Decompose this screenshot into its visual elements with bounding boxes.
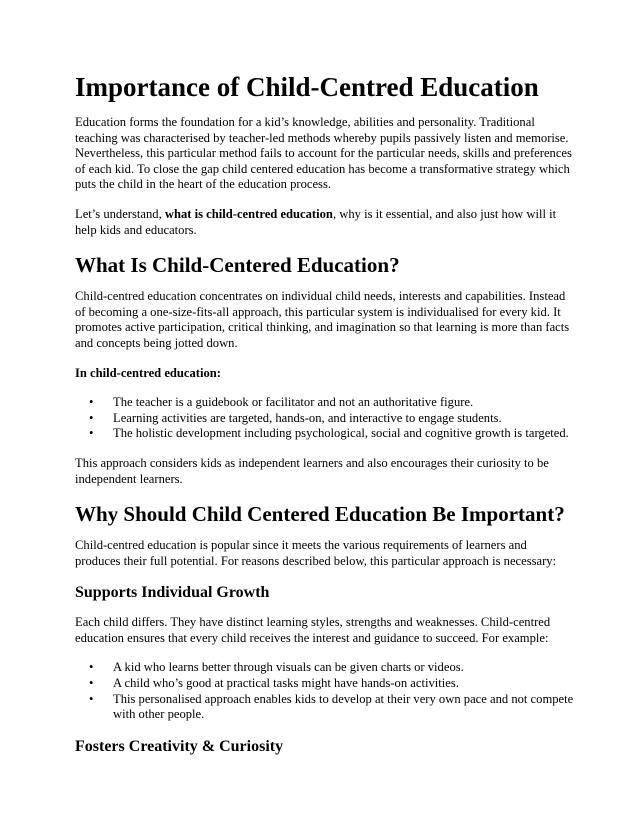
section-what-is-closing: This approach considers kids as independent learners and also encourages their curiosity to be independent learners. (75, 455, 549, 486)
document-title: Importance of Child-Centred Education (75, 72, 539, 102)
subheading-creativity: Fosters Creativity & Curiosity (75, 737, 284, 755)
bullet-icon: • (89, 395, 94, 410)
intro-paragraph: Education forms the foundation for a kid’s knowledge, abilities and personality. Traditional teaching was characterised by teacher-led methods whereby pupils passively listen and memorise. Nevertheless, this particular method fails to account for the particular needs, skills and preferences of each kid. To close the gap child centered education has become a transformative strategy which puts the child in the heart of the education process. (75, 115, 572, 192)
list-item-text: Learning activities are targeted, hands-on, and interactive to engage students. (113, 410, 502, 425)
list-item (89, 410, 575, 427)
bullet-list-characteristics (75, 395, 575, 442)
bullet-icon: • (89, 691, 94, 706)
list-item-text: The teacher is a guidebook or facilitator and not an authoritative figure. (113, 395, 474, 410)
document-page (75, 70, 575, 769)
list-item (89, 660, 575, 676)
list-item-text: This personalised approach enables kids to develop at their very own pace and not compete with other people. (113, 691, 574, 722)
list-item-text: A child who’s good at practical tasks might have hands-on activities. (113, 676, 459, 691)
bullet-icon: • (89, 426, 94, 441)
list-item-text: The holistic development including psychological, social and cognitive growth is targeted. (113, 426, 569, 441)
bullet-icon: • (89, 660, 94, 675)
section-heading-why-important: Why Should Child Centered Education Be Important? (75, 502, 565, 527)
bullet-icon: • (89, 410, 94, 425)
intro-question-paragraph (75, 207, 575, 238)
intro-bold-phrase: what is child-centred education (164, 206, 333, 221)
section-why-paragraph: Child-centred education is popular since it meets the various requirements of learners and produces their full potential. For reasons described below, this particular approach is necessary: (75, 538, 557, 568)
intro-text-after: , why is it essential, and also just how will it help kids and educators. (75, 206, 557, 237)
bullet-icon: • (89, 676, 94, 691)
section-what-is-paragraph: Child-centred education concentrates on individual child needs, interests and capabilities. Instead of becoming a one-size-fits-all approach, this particular system is individualised for every kid. It promotes active participation, critical thinking, and imagination so that learning is more than facts and concepts being jotted down. (75, 289, 570, 350)
individual-growth-paragraph: Each child differs. They have distinct learning styles, strengths and weaknesses. Child-centred education ensures that every child receives the interest and guidance to succeed. For example: (75, 615, 551, 645)
list-item (89, 676, 575, 692)
intro-text-before: Let’s understand, (75, 206, 165, 221)
section-heading-what-is: What Is Child-Centered Education? (75, 253, 400, 278)
list-item (89, 691, 575, 723)
list-item (89, 426, 575, 442)
list-item-text: A kid who learns better through visuals can be given charts or videos. (113, 660, 464, 675)
list-heading: In child-centred education: (75, 365, 221, 380)
subheading-individual-growth: Supports Individual Growth (75, 584, 270, 602)
bullet-list-examples (75, 660, 575, 722)
list-item (89, 395, 575, 411)
